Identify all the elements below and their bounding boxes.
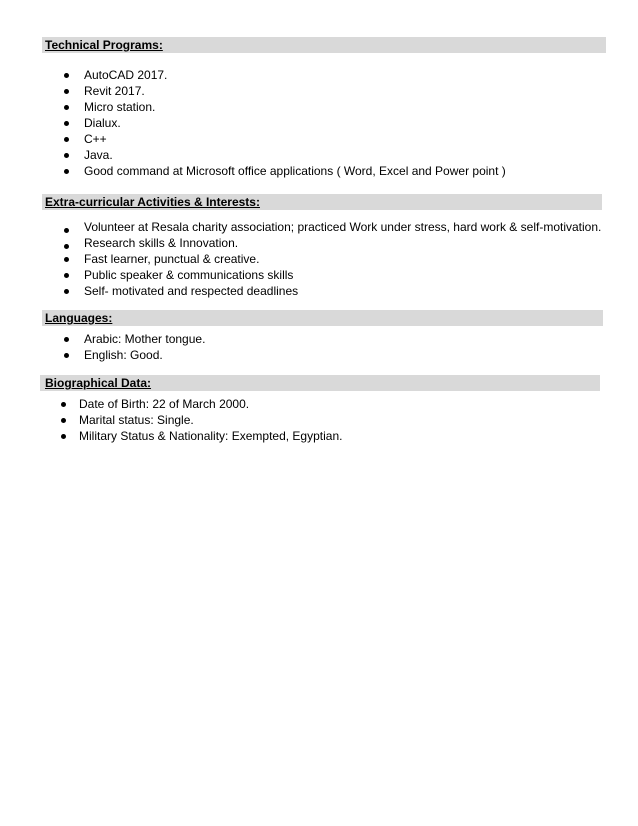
- bullet-icon: [64, 244, 69, 249]
- section-title: Biographical Data:: [45, 376, 152, 390]
- section-header-languages: [42, 310, 603, 326]
- section-title: Technical Programs:: [45, 38, 163, 52]
- bullet-icon: [64, 273, 69, 278]
- section-header-biographical-data: [40, 375, 600, 391]
- section-header-extracurricular: [42, 194, 602, 210]
- bullet-icon: [64, 257, 69, 262]
- bullet-icon: [64, 121, 69, 126]
- bullet-icon: [61, 418, 66, 423]
- bullet-icon: [64, 105, 69, 110]
- bullet-icon: [64, 73, 69, 78]
- bullet-icon: [61, 402, 66, 407]
- bullet-icon: [61, 434, 66, 439]
- bullet-icon: [64, 337, 69, 342]
- bullet-icon: [64, 137, 69, 142]
- bullet-icon: [64, 153, 69, 158]
- bullet-icon: [64, 89, 69, 94]
- bullet-icon: [64, 228, 69, 233]
- section-title: Languages:: [45, 311, 113, 325]
- section-title: Extra-curricular Activities & Interests:: [45, 195, 260, 209]
- bullet-icon: [64, 169, 69, 174]
- bullet-icon: [64, 289, 69, 294]
- section-header-technical-programs: [42, 37, 606, 53]
- bullet-icon: [64, 353, 69, 358]
